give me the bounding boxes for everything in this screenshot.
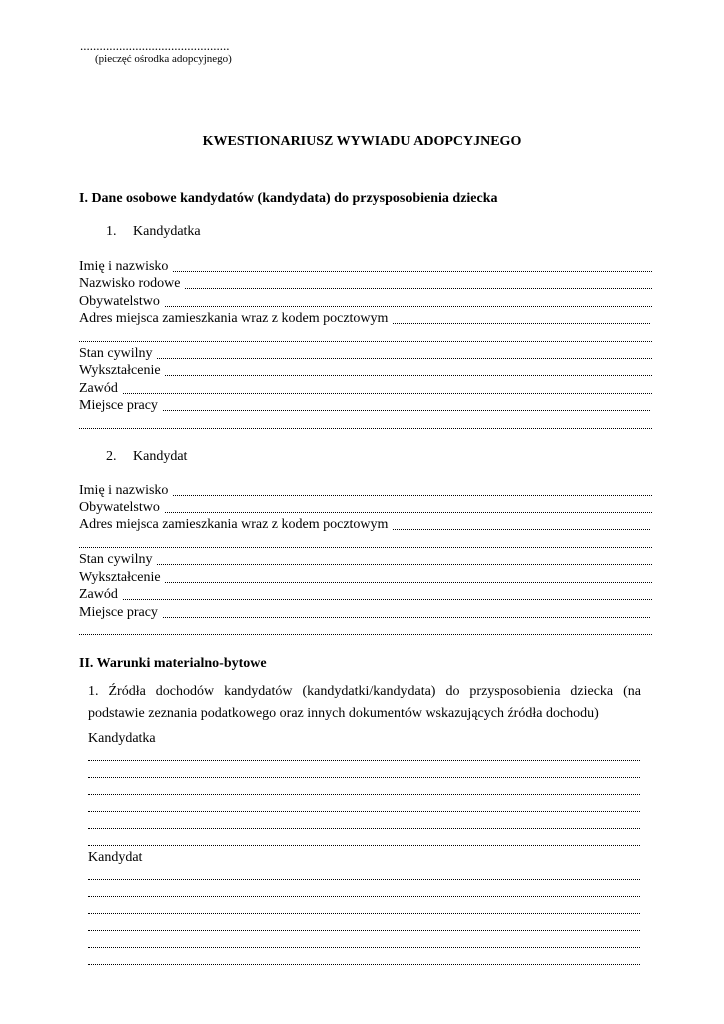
kandydat-citizenship-field[interactable]: [79, 499, 652, 516]
kandydat-income-line[interactable]: [88, 951, 640, 968]
field-label: Obywatelstwo: [79, 500, 164, 515]
stamp-caption: (pieczęć ośrodka adopcyjnego): [95, 53, 232, 65]
field-label: Zawód: [79, 381, 122, 396]
field-label: Imię i nazwisko: [79, 483, 172, 498]
subsection-2-label: Kandydat: [133, 449, 188, 464]
kandydatka-workplace-continuation[interactable]: [79, 415, 652, 432]
kandydatka-income-label: Kandydatka: [88, 731, 156, 746]
field-label: Adres miejsca zamieszkania wraz z kodem pocztowym: [79, 517, 392, 532]
kandydatka-address-field[interactable]: [79, 310, 650, 327]
field-label: Nazwisko rodowe: [79, 276, 184, 291]
field-label: Obywatelstwo: [79, 294, 164, 309]
kandydat-address-field[interactable]: [79, 516, 650, 533]
kandydat-income-line[interactable]: [88, 900, 640, 917]
field-label: Imię i nazwisko: [79, 259, 172, 274]
field-label: Miejsce pracy: [79, 605, 162, 620]
field-label: Wykształcenie: [79, 570, 165, 585]
subsection-2-heading: [106, 449, 187, 465]
subsection-2-number: 2.: [106, 449, 117, 464]
field-label: Adres miejsca zamieszkania wraz z kodem pocztowym: [79, 311, 392, 326]
kandydat-workplace-field[interactable]: [79, 604, 650, 621]
field-label: Stan cywilny: [79, 552, 157, 567]
kandydat-name-field[interactable]: [79, 482, 652, 499]
kandydat-education-field[interactable]: [79, 569, 652, 586]
kandydat-income-line[interactable]: [88, 934, 640, 951]
kandydat-address-continuation[interactable]: [79, 534, 652, 551]
kandydatka-education-field[interactable]: [79, 362, 652, 379]
stamp-placeholder-dots: ..............................................: [80, 38, 230, 53]
kandydat-marital-status-field[interactable]: [79, 551, 652, 568]
kandydatka-profession-field[interactable]: [79, 380, 652, 397]
kandydatka-income-line[interactable]: [88, 747, 640, 764]
kandydatka-income-line[interactable]: [88, 815, 640, 832]
subsection-1-heading: [106, 224, 201, 240]
kandydat-income-line[interactable]: [88, 866, 640, 883]
section-2-heading: II. Warunki materialno-bytowe: [79, 656, 267, 671]
subsection-1-label: Kandydatka: [133, 224, 201, 239]
page-title: KWESTIONARIUSZ WYWIADU ADOPCYJNEGO: [202, 134, 522, 149]
kandydat-income-line[interactable]: [88, 883, 640, 900]
kandydatka-address-continuation[interactable]: [79, 328, 652, 345]
kandydatka-income-line[interactable]: [88, 781, 640, 798]
field-label: Wykształcenie: [79, 363, 165, 378]
kandydatka-income-line[interactable]: [88, 764, 640, 781]
field-label: Miejsce pracy: [79, 398, 162, 413]
kandydatka-income-line[interactable]: [88, 798, 640, 815]
subsection-1-number: 1.: [106, 224, 117, 239]
kandydatka-citizenship-field[interactable]: [79, 293, 652, 310]
kandydatka-name-field[interactable]: [79, 258, 652, 275]
field-label: Zawód: [79, 587, 122, 602]
income-sources-paragraph: 1. Źródła dochodów kandydatów (kandydatki/kandydata) do przysposobienia dziecka (na podstawie zeznania podatkowego oraz innych dokumentów wskazujących źródła dochodu): [88, 684, 641, 721]
section-1-heading: I. Dane osobowe kandydatów (kandydata) do przysposobienia dziecka: [79, 191, 498, 206]
kandydat-workplace-continuation[interactable]: [79, 621, 652, 638]
kandydatka-workplace-field[interactable]: [79, 397, 650, 414]
kandydatka-maiden-name-field[interactable]: [79, 275, 652, 292]
kandydat-profession-field[interactable]: [79, 586, 652, 603]
kandydat-income-label: Kandydat: [88, 850, 143, 865]
kandydat-income-line[interactable]: [88, 917, 640, 934]
field-label: Stan cywilny: [79, 346, 157, 361]
kandydatka-income-line[interactable]: [88, 832, 640, 849]
kandydatka-marital-status-field[interactable]: [79, 345, 652, 362]
